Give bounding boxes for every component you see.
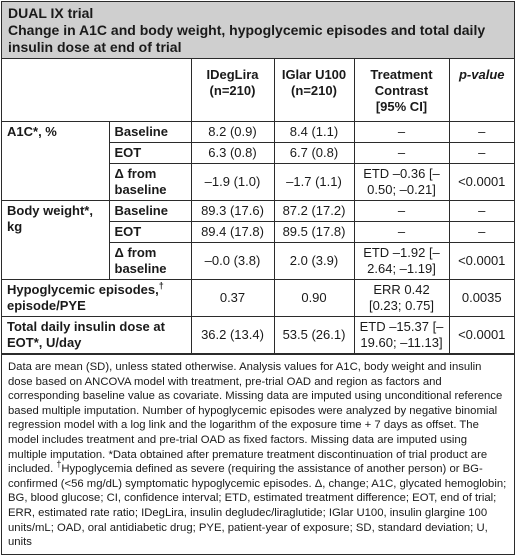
cell-value: 87.2 (17.2) bbox=[274, 201, 354, 222]
sub-label: Baseline bbox=[109, 122, 191, 143]
cell-value: – bbox=[449, 201, 514, 222]
cell-value: – bbox=[354, 122, 449, 143]
dagger-mark: † bbox=[158, 280, 164, 291]
cell-value: ETD –1.92 [–2.64; –1.19] bbox=[354, 243, 449, 280]
row-label-hypoglycemic bbox=[2, 280, 191, 317]
cell-value: 89.3 (17.6) bbox=[191, 201, 274, 222]
col-header-contrast: Treatment Contrast [95% CI] bbox=[354, 59, 449, 122]
cell-value: 53.5 (26.1) bbox=[274, 317, 354, 354]
cell-value: <0.0001 bbox=[449, 243, 514, 280]
table-title: DUAL IX trial bbox=[8, 5, 94, 21]
cell-value: ERR 0.42 [0.23; 0.75] bbox=[354, 280, 449, 317]
footnote-text-part2: Hypoglycemia defined as severe (requiring the assistance of another person) or BG-confirmed (<56 mg/dL) symptomatic hypoglycemic episodes. Δ, change; A1C, glycated hemoglobin; BG, blood glucose; CI, confidence interval; ETD, estimated treatment difference; EOT, end of trial; ERR, estimated rate ratio; IDegLira, insulin degludec/liraglutide; IGlar U100, insulin glargine 100 units/mL; OAD, oral antidiabetic drug; PYE, patient-year of exposure; SD, standard deviation; U, units bbox=[8, 463, 507, 549]
cell-value: 0.37 bbox=[191, 280, 274, 317]
row-label-insulin-dose: Total daily insulin dose at EOT*, U/day bbox=[2, 317, 191, 354]
cell-value: 8.2 (0.9) bbox=[191, 122, 274, 143]
cell-value: 2.0 (3.9) bbox=[274, 243, 354, 280]
table-row bbox=[2, 122, 514, 143]
cell-value: 6.3 (0.8) bbox=[191, 143, 274, 164]
cell-value: 6.7 (0.8) bbox=[274, 143, 354, 164]
cell-value: – bbox=[449, 222, 514, 243]
hypo-label-tail: episode/PYE bbox=[7, 298, 86, 313]
row-label-a1c: A1C*, % bbox=[2, 122, 109, 201]
row-label-body-weight: Body weight*, kg bbox=[2, 201, 109, 280]
sub-label: Baseline bbox=[109, 201, 191, 222]
empty-header-cell bbox=[2, 59, 191, 122]
cell-value: – bbox=[354, 222, 449, 243]
cell-value: – bbox=[354, 201, 449, 222]
cell-value: 89.4 (17.8) bbox=[191, 222, 274, 243]
table-row bbox=[2, 317, 514, 354]
cell-value: ETD –15.37 [–19.60; –11.13] bbox=[354, 317, 449, 354]
table-header-row bbox=[2, 59, 514, 122]
dagger-mark: † bbox=[56, 459, 62, 470]
cell-value: <0.0001 bbox=[449, 164, 514, 201]
cell-value: – bbox=[354, 143, 449, 164]
col-header-ideglira: IDegLira (n=210) bbox=[191, 59, 274, 122]
cell-value: ETD –0.36 [–0.50; –0.21] bbox=[354, 164, 449, 201]
footnotes bbox=[2, 354, 514, 550]
results-table bbox=[2, 59, 514, 354]
table-row bbox=[2, 280, 514, 317]
hypo-label-main: Hypoglycemic episodes, bbox=[7, 282, 159, 297]
pvalue-header-text: p-value bbox=[458, 67, 505, 82]
table-row bbox=[2, 201, 514, 222]
cell-value: 0.90 bbox=[274, 280, 354, 317]
cell-value: – bbox=[449, 143, 514, 164]
sub-label: EOT bbox=[109, 222, 191, 243]
col-header-pvalue bbox=[449, 59, 514, 122]
sub-label: Δ from baseline bbox=[109, 243, 191, 280]
cell-value: 0.0035 bbox=[449, 280, 514, 317]
table-subtitle: Change in A1C and body weight, hypoglycemic episodes and total daily insulin dose at end of trial bbox=[8, 22, 486, 55]
cell-value: –1.9 (1.0) bbox=[191, 164, 274, 201]
trial-table-card bbox=[1, 1, 515, 555]
table-header bbox=[2, 2, 514, 59]
footnote-text-part1: Data are mean (SD), unless stated otherwise. Analysis values for A1C, body weight and insulin dose based on ANCOVA model with treatment, pre-trial OAD and region as factors and corresponding baseline value as covariate. Missing data are imputed using unconditional reference based multiple imputation. Number of hypoglycemic episodes were analyzed by negative binomial regression model with a log link and the logarithm of the exposure time + 7 days as offset. The model includes treatment and pre-trial OAD as fixed factors. Missing data are imputed using multiple imputation. *Data obtained after premature treatment discontinuation of trial product are included. bbox=[8, 361, 503, 476]
cell-value: 36.2 (13.4) bbox=[191, 317, 274, 354]
sub-label: Δ from baseline bbox=[109, 164, 191, 201]
cell-value: –0.0 (3.8) bbox=[191, 243, 274, 280]
sub-label: EOT bbox=[109, 143, 191, 164]
cell-value: 8.4 (1.1) bbox=[274, 122, 354, 143]
cell-value: –1.7 (1.1) bbox=[274, 164, 354, 201]
cell-value: 89.5 (17.8) bbox=[274, 222, 354, 243]
cell-value: – bbox=[449, 122, 514, 143]
col-header-iglar: IGlar U100 (n=210) bbox=[274, 59, 354, 122]
cell-value: <0.0001 bbox=[449, 317, 514, 354]
